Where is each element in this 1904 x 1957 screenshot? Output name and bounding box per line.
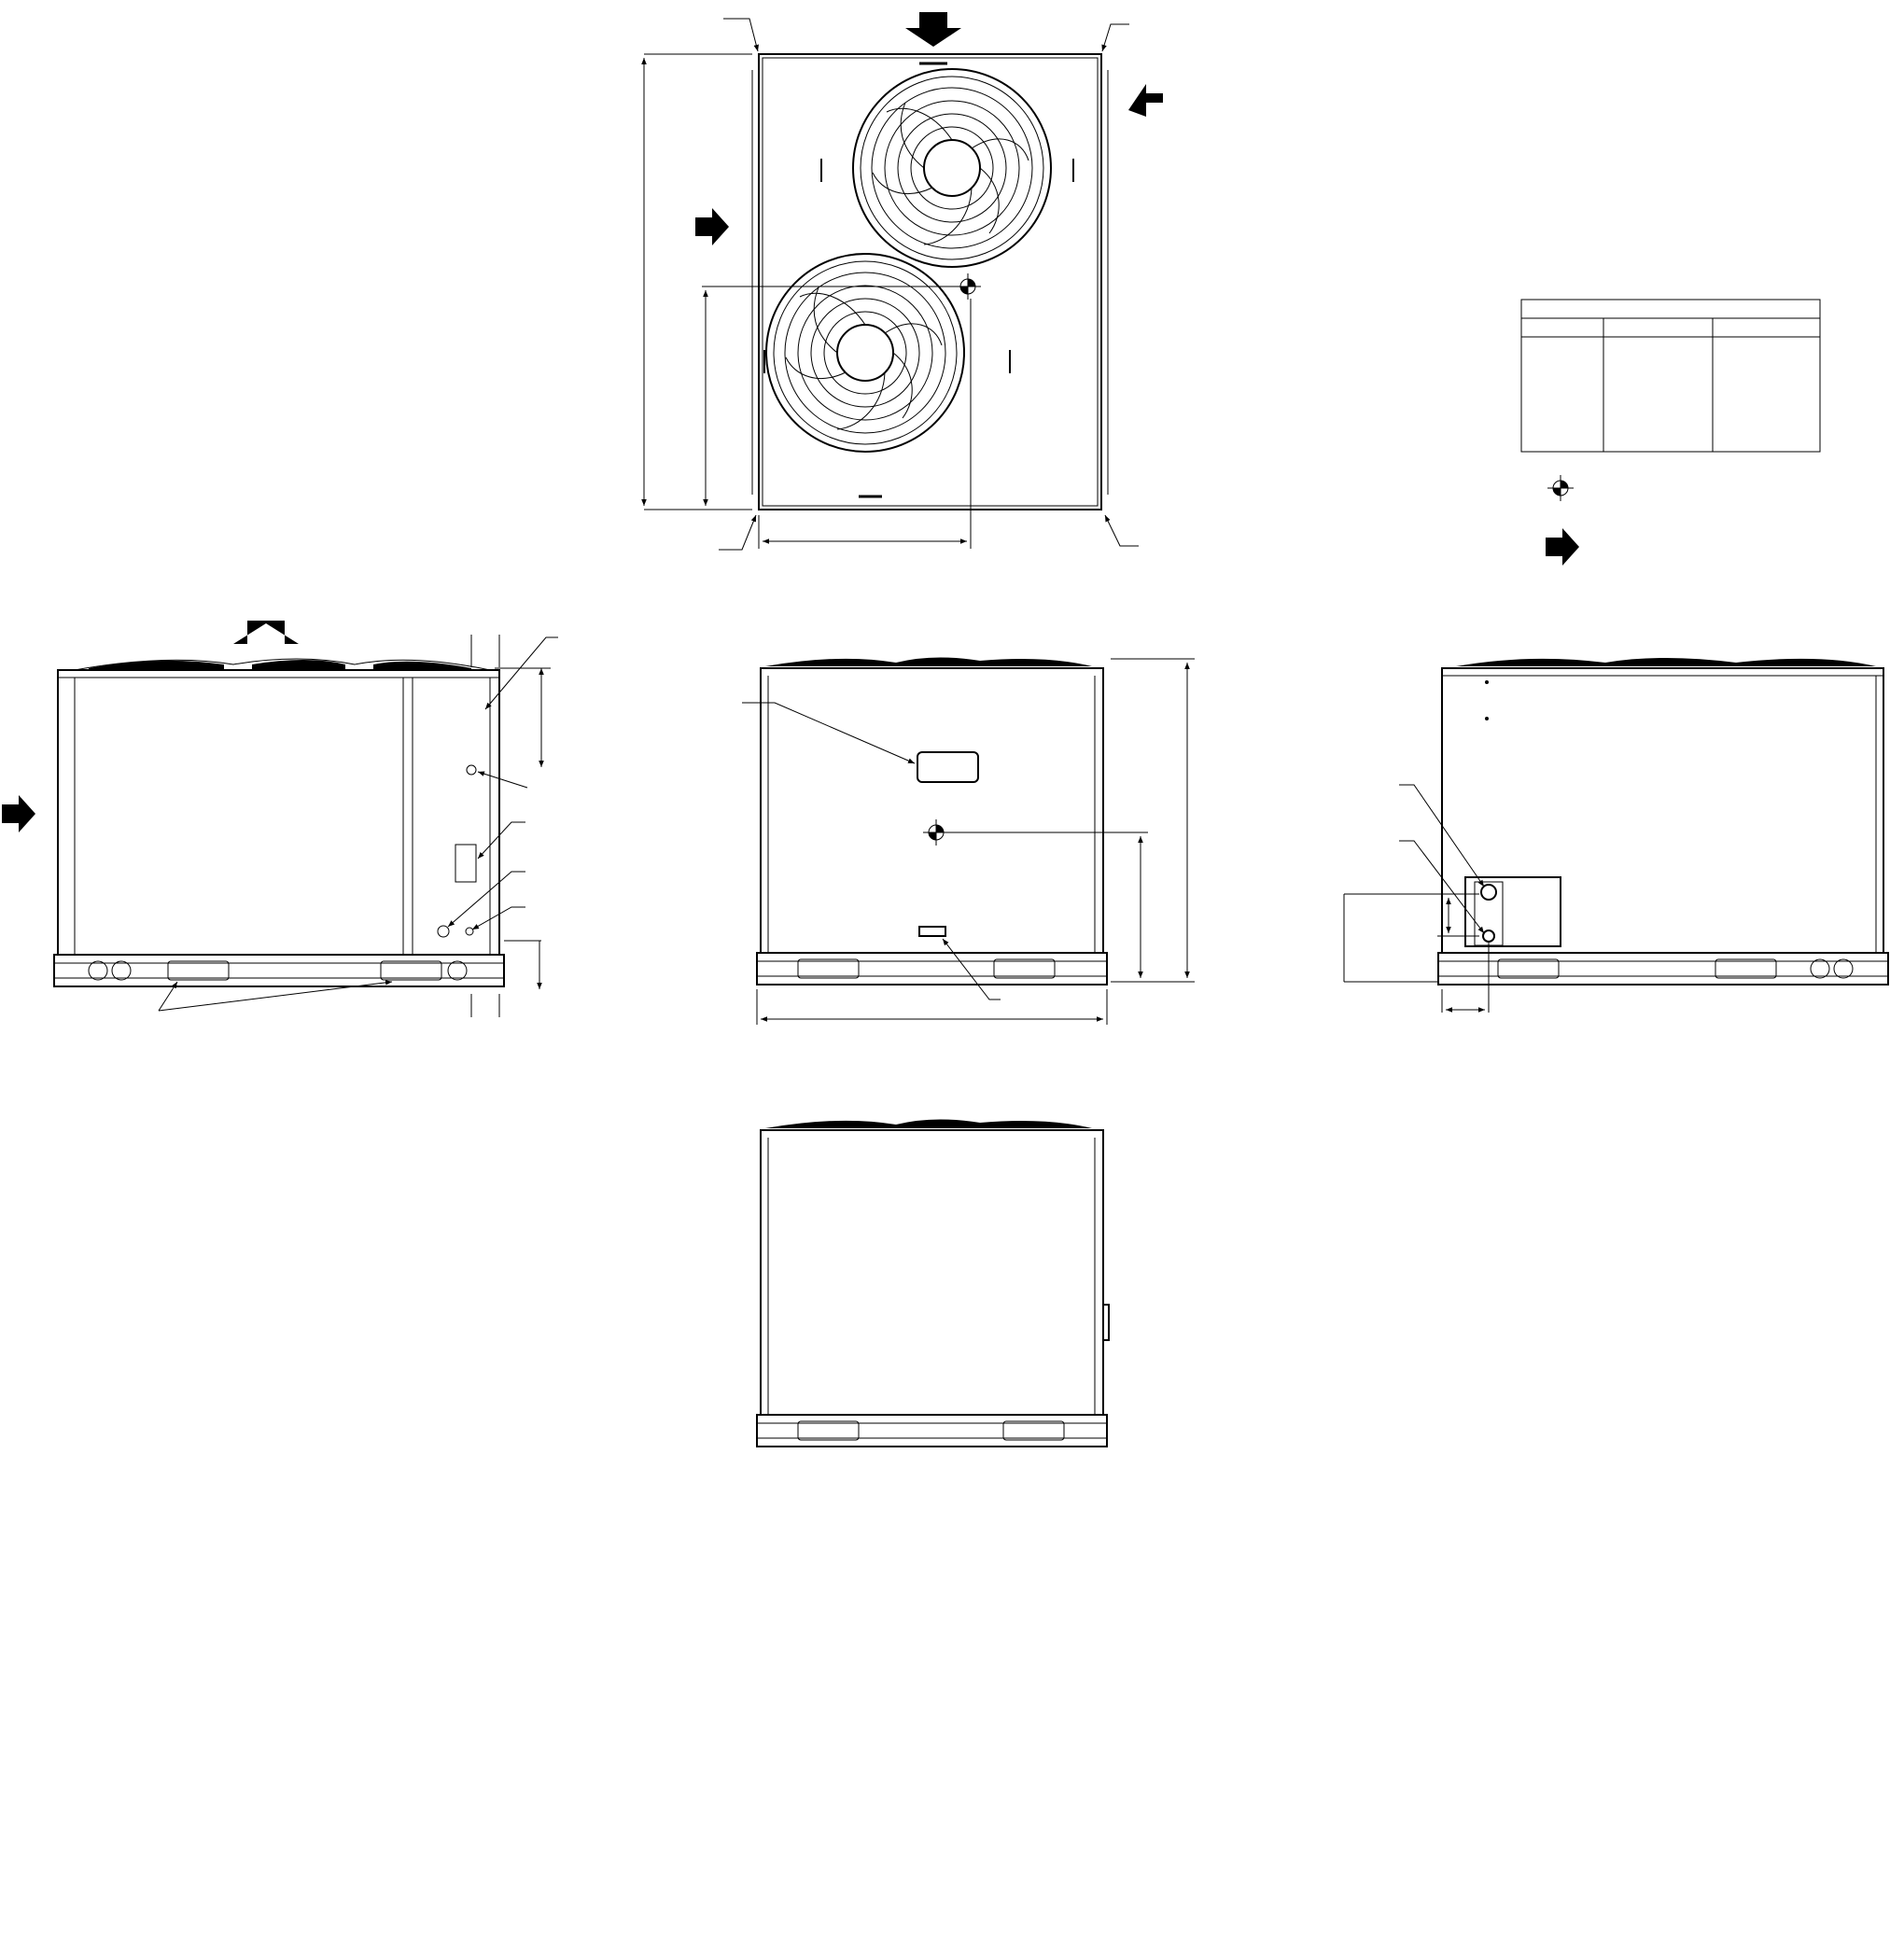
front-cg-icon: [923, 819, 949, 846]
airflow-right-icon: [1128, 84, 1163, 117]
airflow-in-icon: [2, 795, 35, 832]
left-side-view: [2, 621, 558, 1017]
airflow-top-icon: [905, 12, 961, 47]
rear-view: [757, 1119, 1109, 1447]
fan-lower-icon: [766, 254, 964, 452]
fan-upper-icon: [853, 69, 1051, 267]
right-side-view: [1344, 658, 1888, 1013]
airflow-arrow-icon: [1546, 528, 1579, 566]
legend: [1546, 475, 1579, 566]
front-view: [742, 657, 1195, 1025]
top-view: [644, 12, 1163, 550]
cg-symbol-icon: [1547, 475, 1574, 501]
service-valve-table: [1521, 300, 1820, 452]
airflow-left-icon: [695, 208, 729, 245]
airflow-up-icon: [233, 621, 299, 644]
